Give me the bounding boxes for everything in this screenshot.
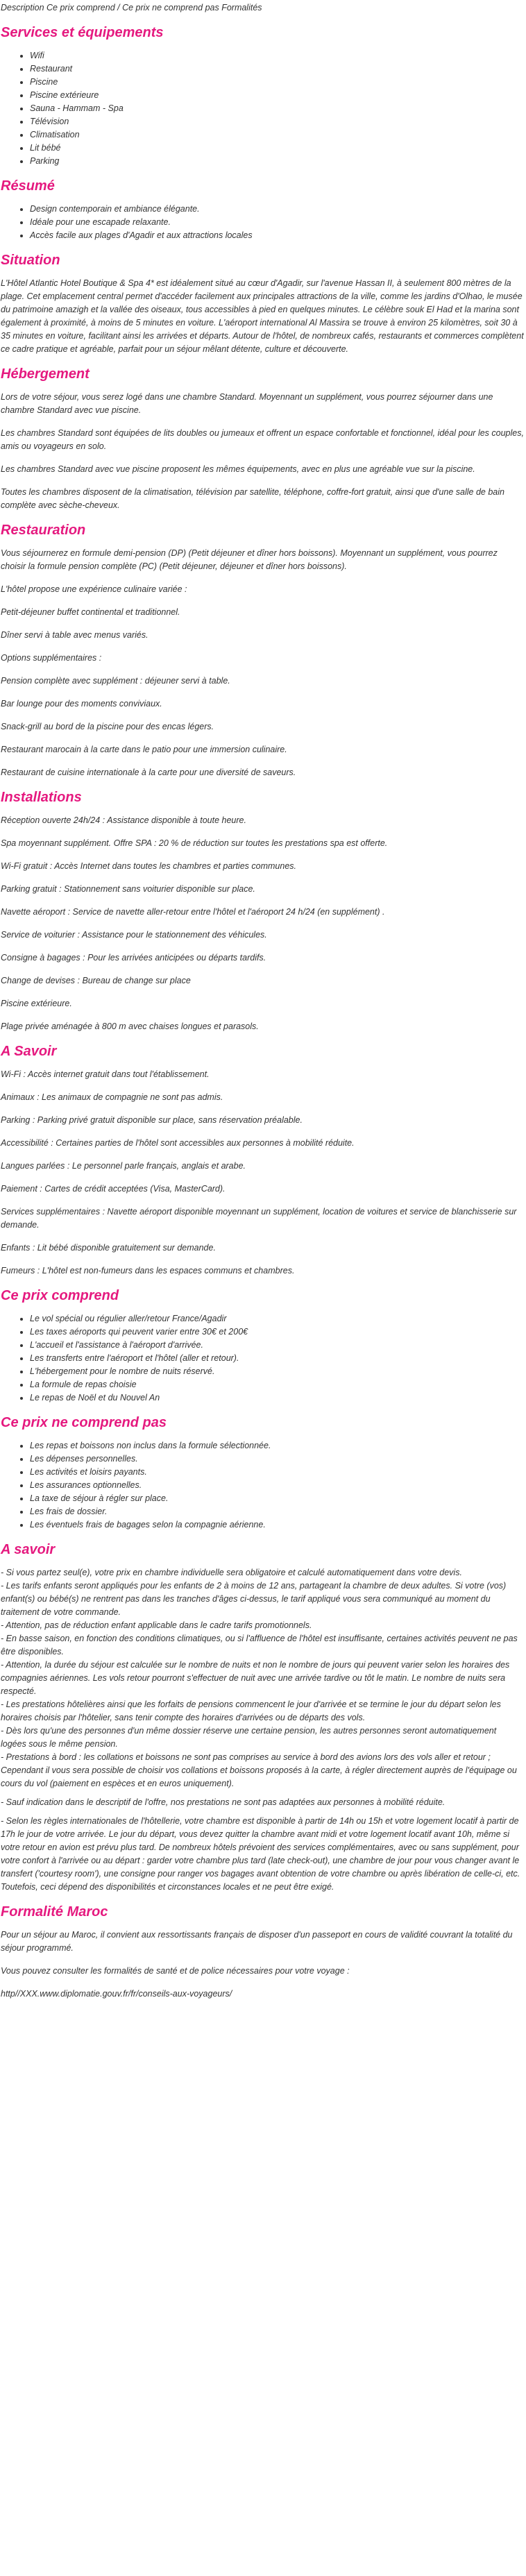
list-item: • Idéale pour une escapade relaxante. (30, 216, 524, 229)
paragraph: Paiement : Cartes de crédit acceptées (Visa, MasterCard). (1, 1184, 226, 1194)
a-savoir-title: A Savoir (1, 1044, 57, 1059)
note-line: - Attention, pas de réduction enfant applicable dans le cadre tarifs promotionnels. (1, 1620, 312, 1630)
list-item: • Les transferts entre l'aéroport et l'hôtel (aller et retour). (30, 1352, 524, 1365)
paragraph: Restaurant marocain à la carte dans le patio pour une immersion culinaire. (1, 745, 287, 754)
note-line: - Sauf indication dans le descriptif de l'offre, nos prestations ne sont pas adaptées aux personnes à mobilité réduite. (1, 1797, 446, 1807)
paragraph: Langues parlées : Le personnel parle français, anglais et arabe. (1, 1161, 246, 1171)
installations-section (1, 789, 524, 1033)
paragraph: Plage privée aménagée à 800 m avec chaises longues et parasols. (1, 1022, 259, 1031)
list-item: • Les éventuels frais de bagages selon la compagnie aérienne. (30, 1518, 524, 1532)
paragraph: Fumeurs : L'hôtel est non-fumeurs dans les espaces communs et chambres. (1, 1266, 295, 1276)
list-item: • Les repas et boissons non inclus dans la formule sélectionnée. (30, 1439, 524, 1452)
hebergement-section (1, 366, 524, 512)
paragraph: Les chambres Standard avec vue piscine proposent les mêmes équipements, avec en plus une agréable vue sur la piscine. (1, 464, 475, 474)
paragraph: Change de devises : Bureau de change sur place (1, 976, 191, 985)
hebergement-body (1, 391, 524, 512)
prix-ne-comprend-section (1, 1414, 524, 1532)
paragraph: Consigne à bagages : Pour les arrivées anticipées ou départs tardifs. (1, 953, 266, 963)
list-item: • Télévision (30, 115, 524, 128)
paragraph: Snack-grill au bord de la piscine pour des encas légers. (1, 722, 214, 731)
services-section (1, 24, 524, 168)
paragraph: Petit-déjeuner buffet continental et traditionnel. (1, 607, 180, 617)
paragraph: Services supplémentaires : Navette aéroport disponible moyennant un supplément, location de voitures et service de blanchisserie sur demande. (1, 1207, 517, 1230)
paragraph: Piscine extérieure. (1, 999, 72, 1008)
prix-ne-comprend-title: Ce prix ne comprend pas (1, 1415, 167, 1430)
note-line: - Dès lors qu'une des personnes d'un même dossier réserve une certaine pension, les autres personnes seront automatiquement logées sous le même pension. (1, 1726, 497, 1749)
note-line: - En basse saison, en fonction des conditions climatiques, ou si l'affluence de l'hôtel est insuffisante, certaines activités peuvent ne pas être disponibles. (1, 1634, 518, 1656)
paragraph: Wi-Fi : Accès internet gratuit dans tout l'établissement. (1, 1069, 210, 1079)
hebergement-title: Hébergement (1, 366, 90, 382)
services-list (1, 49, 524, 168)
list-item: • Les activités et loisirs payants. (30, 1466, 524, 1479)
a-savoir-2-body (1, 1566, 524, 1894)
restauration-body (1, 547, 524, 779)
formalite-title: Formalité Maroc (1, 1904, 108, 1920)
a-savoir-body (1, 1068, 524, 1278)
restauration-section (1, 522, 524, 779)
paragraph: Wi-Fi gratuit : Accès Internet dans toutes les chambres et parties communes. (1, 861, 296, 871)
paragraph: L'hôtel propose une expérience culinaire variée : (1, 584, 187, 594)
services-title: Services et équipements (1, 25, 164, 40)
installations-title: Installations (1, 790, 82, 805)
paragraph: Restaurant de cuisine internationale à la carte pour une diversité de saveurs. (1, 768, 296, 777)
list-item: • Les frais de dossier. (30, 1505, 524, 1518)
paragraph: Dîner servi à table avec menus variés. (1, 630, 149, 640)
list-item: • Design contemporain et ambiance élégante. (30, 203, 524, 216)
paragraph: Les chambres Standard sont équipées de lits doubles ou jumeaux et offrent un espace confortable et fonctionnel, idéal pour les couples, amis ou voyageurs en solo. (1, 428, 524, 451)
list-item: • Lit bébé (30, 142, 524, 155)
list-item: • Piscine extérieure (30, 89, 524, 102)
paragraph: Pension complète avec supplément : déjeuner servi à table. (1, 676, 230, 686)
paragraph: Spa moyennant supplément. Offre SPA : 20 % de réduction sur toutes les prestations spa est offerte. (1, 838, 388, 848)
paragraph: Navette aéroport : Service de navette aller-retour entre l'hôtel et l'aéroport 24 h/24 (en supplément) . (1, 907, 385, 917)
resume-title: Résumé (1, 178, 55, 194)
paragraph: Pour un séjour au Maroc, il convient aux ressortissants français de disposer d'un passeport en cours de validité couvrant la totalité du séjour programmé. (1, 1930, 513, 1953)
list-item: • La taxe de séjour à régler sur place. (30, 1492, 524, 1505)
a-savoir-2-title: A savoir (1, 1542, 56, 1557)
prix-ne-comprend-list (1, 1439, 524, 1532)
list-item: • La formule de repas choisie (30, 1378, 524, 1391)
prix-comprend-section (1, 1287, 524, 1405)
formalite-body (1, 1929, 524, 2001)
list-item: • Piscine (30, 76, 524, 89)
paragraph: Parking : Parking privé gratuit disponible sur place, sans réservation préalable. (1, 1115, 303, 1125)
resume-section (1, 178, 524, 242)
list-item: • Sauna - Hammam - Spa (30, 102, 524, 115)
list-item: • Parking (30, 155, 524, 168)
paragraph: Options supplémentaires : (1, 653, 102, 663)
list-item: • Les assurances optionnelles. (30, 1479, 524, 1492)
list-item: • Le repas de Noël et du Nouvel An (30, 1391, 524, 1405)
paragraph: http//XXX.www.diplomatie.gouv.fr/fr/conseils-aux-voyageurs/ (1, 1989, 232, 1999)
note-line: - Les tarifs enfants seront appliqués pour les enfants de 2 à moins de 12 ans, partageant la chambre de deux adultes. Si votre (vos) enfant(s) ou bébé(s) ne rentrent pas dans les tranches d'âges ci-dessus, le tarif appliqué vous sera communiqué au moment du traitement de votre commande. (1, 1581, 507, 1617)
installations-body (1, 814, 524, 1033)
list-item: • Les taxes aéroports qui peuvent varier entre 30€ et 200€ (30, 1325, 524, 1339)
list-item: • L'hébergement pour le nombre de nuits réservé. (30, 1365, 524, 1378)
list-item: • Wifi (30, 49, 524, 62)
paragraph: Vous séjournerez en formule demi-pension (DP) (Petit déjeuner et dîner hors boissons). Moyennant un supplément, vous pourrez choisir la formule pension complète (PC) (Petit déjeuner, déjeuner et dîner hors boissons). (1, 548, 498, 571)
situation-section (1, 252, 524, 356)
list-item: • Restaurant (30, 62, 524, 76)
note-line: - Selon les règles internationales de l'hôtellerie, votre chambre est disponible à partir de 14h ou 15h et votre logement locatif à partir de 17h le jour de votre arrivée. Le jour du départ, vous devez quitter la chambre avant midi et votre logement locatif avant 10h, même si votre retour en avion est prévu plus tard. De nombreux hôtels prévoient des services complémentaires, avec ou sans supplément, pour votre confort à l'arrivée ou au départ : garder votre chambre plus tard (late check-out), une chambre de jour pour vous changer avant le transfert ('courtesy room'), une consigne pour ranger vos bagages avant obtention de votre chambre ou après libération de celle-ci, etc. Toutefois, ceci dépend des disponibilités et circonstances locales et ne peut être exigé. (1, 1816, 520, 1892)
situation-body (1, 277, 524, 356)
paragraph: Lors de votre séjour, vous serez logé dans une chambre Standard. Moyennant un supplément, vous pourrez séjourner dans une chambre Standard avec vue piscine. (1, 392, 493, 415)
list-item: • Les dépenses personnelles. (30, 1452, 524, 1466)
paragraph: Animaux : Les animaux de compagnie ne sont pas admis. (1, 1092, 223, 1102)
paragraph: L'Hôtel Atlantic Hotel Boutique & Spa 4* est idéalement situé au cœur d'Agadir, sur l'avenue Hassan II, à seulement 800 mètres de la plage. Cet emplacement central permet d'accéder facilement aux principales attractions de la ville, comme les jardins d'Olhao, le musée du patrimoine amazigh et la vallée des oiseaux, tous accessibles à pied en quelques minutes. Le célèbre souk El Had et la marina sont également à proximité, à moins de 5 minutes en voiture. L'aéroport international Al Massira se trouve à environ 25 kilomètres, soit 30 à 35 minutes en voiture, facilitant ainsi les arrivées et départs. Autour de l'hôtel, de nombreux cafés, restaurants et commerces complètent ce cadre pratique et agréable, parfait pour un séjour mêlant détente, culture et découverte. (1, 278, 524, 354)
note-line: - Les prestations hôtelières ainsi que les forfaits de pensions commencent le jour d'arrivée et se termine le jour du départ selon les horaires choisis par l'hôtelier, sans tenir compte des horaires d'arrivées ou de départs des vols. (1, 1700, 501, 1722)
paragraph: Vous pouvez consulter les formalités de santé et de police nécessaires pour votre voyage : (1, 1966, 350, 1976)
paragraph: Toutes les chambres disposent de la climatisation, télévision par satellite, téléphone, coffre-fort gratuit, ainsi que d'une salle de bain complète avec sèche-cheveux. (1, 487, 504, 510)
paragraph: Parking gratuit : Stationnement sans voiturier disponible sur place. (1, 884, 255, 894)
note-line: - Si vous partez seul(e), votre prix en chambre individuelle sera obligatoire et calculé automatiquement dans votre devis. (1, 1568, 462, 1577)
paragraph: Réception ouverte 24h/24 : Assistance disponible à toute heure. (1, 815, 246, 825)
list-item: • Le vol spécial ou régulier aller/retour France/Agadir (30, 1312, 524, 1325)
note-line: - Prestations à bord : les collations et boissons ne sont pas comprises au service à bord des avions lors des vols aller et retour ; Cependant il vous sera possible de choisir vos collations et boissons proposés à la carte, à régler directement auprès de l'équipage ou cours du vol (paiement en espèces et en euros uniquement). (1, 1752, 517, 1788)
situation-title: Situation (1, 253, 60, 268)
note-line: - Attention, la durée du séjour est calculée sur le nombre de nuits et non le nombre de jours qui peuvent varier selon les horaires des compagnies aériennes. Les vols retour pourront s'effectuer de nuit avec une arrivée tardive ou tôt le matin. Le nombre de nuits sera respecté. (1, 1660, 510, 1696)
formalite-section (1, 1904, 524, 2001)
list-item: • Climatisation (30, 128, 524, 142)
paragraph: Accessibilité : Certaines parties de l'hôtel sont accessibles aux personnes à mobilité réduite. (1, 1138, 355, 1148)
list-item: • Accès facile aux plages d'Agadir et aux attractions locales (30, 229, 524, 242)
resume-list (1, 203, 524, 242)
a-savoir-section (1, 1043, 524, 1278)
paragraph: Enfants : Lit bébé disponible gratuitement sur demande. (1, 1243, 216, 1253)
paragraph: Bar lounge pour des moments conviviaux. (1, 699, 162, 709)
section-tabs-text: Description Ce prix comprend / Ce prix ne comprend pas Formalités (1, 3, 262, 12)
paragraph: Service de voiturier : Assistance pour le stationnement des véhicules. (1, 930, 267, 940)
list-item: • L'accueil et l'assistance à l'aéroport d'arrivée. (30, 1339, 524, 1352)
restauration-title: Restauration (1, 523, 86, 538)
prix-comprend-title: Ce prix comprend (1, 1288, 119, 1303)
prix-comprend-list (1, 1312, 524, 1405)
a-savoir-2-section (1, 1541, 524, 1894)
